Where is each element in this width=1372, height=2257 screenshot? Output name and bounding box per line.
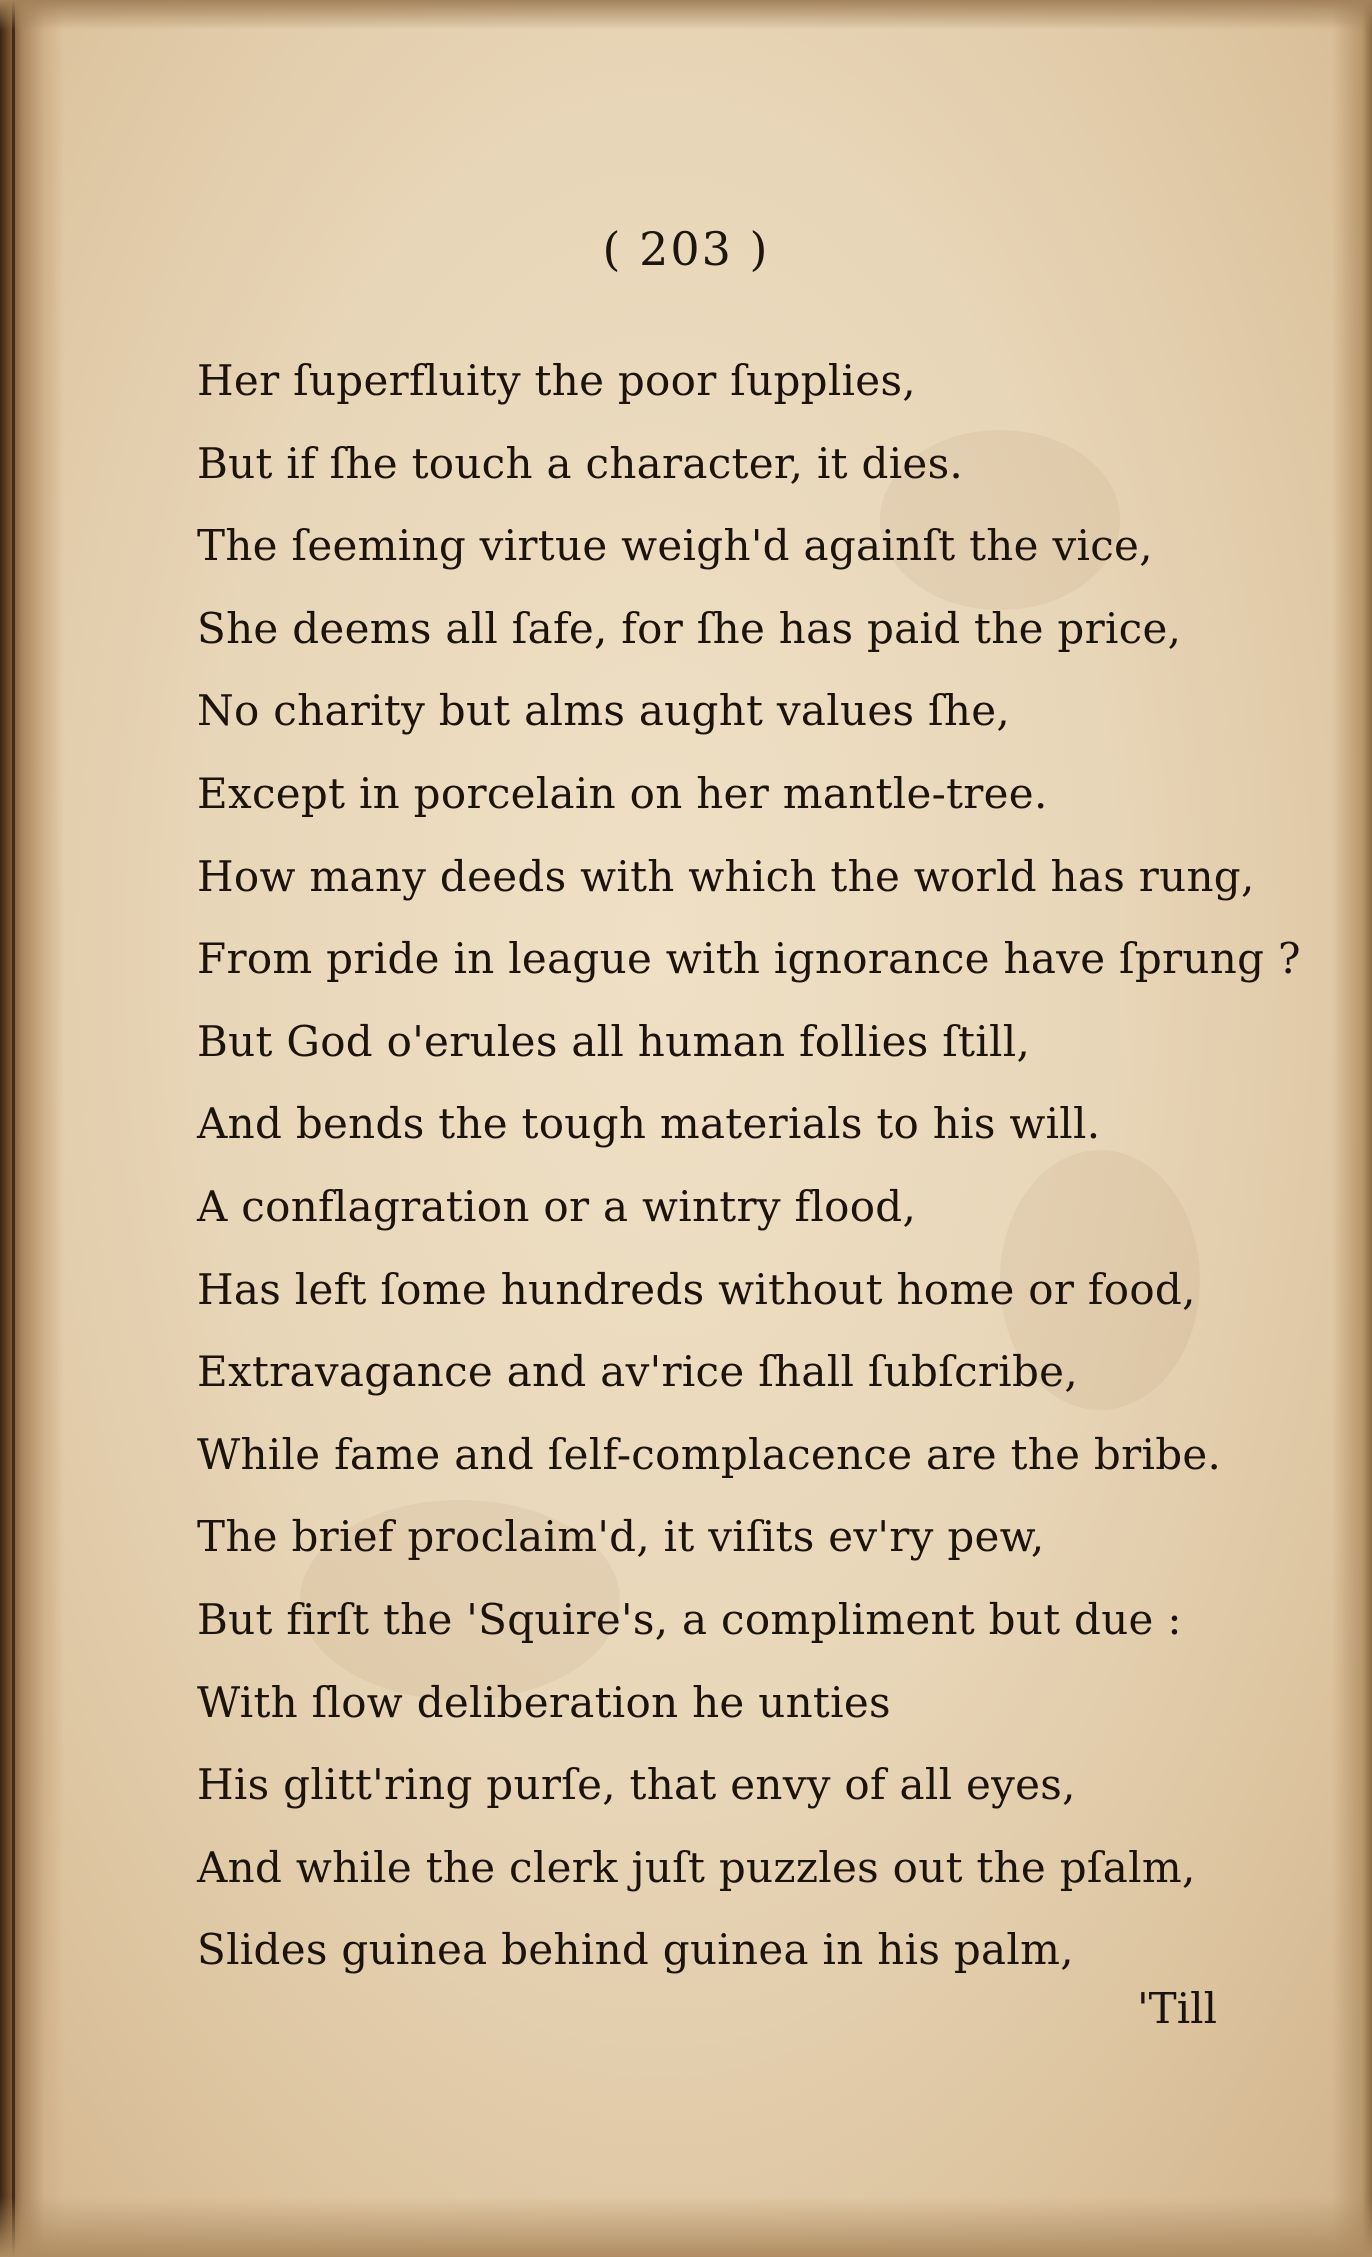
binding-edge-line xyxy=(12,0,15,2257)
verse-line: From pride in league with ignorance have ſprung ? xyxy=(197,934,1301,984)
verse-line: With ſlow deliberation he unties xyxy=(197,1677,891,1727)
verse-line: How many deeds with which the world has rung, xyxy=(197,851,1255,901)
verse-line: Has left ſome hundreds without home or food, xyxy=(197,1264,1196,1314)
verse-line: She deems all ſafe, for ſhe has paid the price, xyxy=(197,603,1182,653)
binding-gutter xyxy=(0,0,64,2257)
verse-line: But God o'erules all human follies ſtill, xyxy=(197,1016,1031,1066)
verse-line: The brief proclaim'd, it viſits ev'ry pew, xyxy=(197,1512,1045,1562)
verse-line: And bends the tough materials to his will. xyxy=(197,1099,1101,1149)
page-top-edge xyxy=(0,0,1372,30)
verse-line: The ſeeming virtue weigh'd againſt the vice, xyxy=(197,521,1153,571)
verse-line: No charity but alms aught values ſhe, xyxy=(197,686,1010,736)
verse-line: Slides guinea behind guinea in his palm, xyxy=(197,1925,1074,1975)
verse-block xyxy=(197,340,1301,1992)
verse-line: A conflagration or a wintry flood, xyxy=(197,1181,917,1231)
verse-line: While fame and ſelf-complacence are the bribe. xyxy=(197,1429,1222,1479)
verse-line: But if ſhe touch a character, it dies. xyxy=(197,438,964,488)
page-number: ( 203 ) xyxy=(602,222,770,276)
verse-line: Except in porcelain on her mantle-tree. xyxy=(197,768,1048,818)
verse-line: His glitt'ring purſe, that envy of all eyes, xyxy=(197,1760,1076,1810)
verse-line: Her ſuperfluity the poor ſupplies, xyxy=(197,356,916,405)
page-right-edge xyxy=(1332,0,1372,2257)
verse-line: But firſt the 'Squire's, a compliment but due : xyxy=(197,1594,1182,1644)
verse-line: Extravagance and av'rice ſhall ſubſcribe, xyxy=(197,1347,1078,1397)
page-bottom-edge xyxy=(0,2197,1372,2257)
verse-line: And while the clerk juſt puzzles out the pſalm, xyxy=(197,1842,1196,1892)
catchword: 'Till xyxy=(1137,1984,1217,2033)
